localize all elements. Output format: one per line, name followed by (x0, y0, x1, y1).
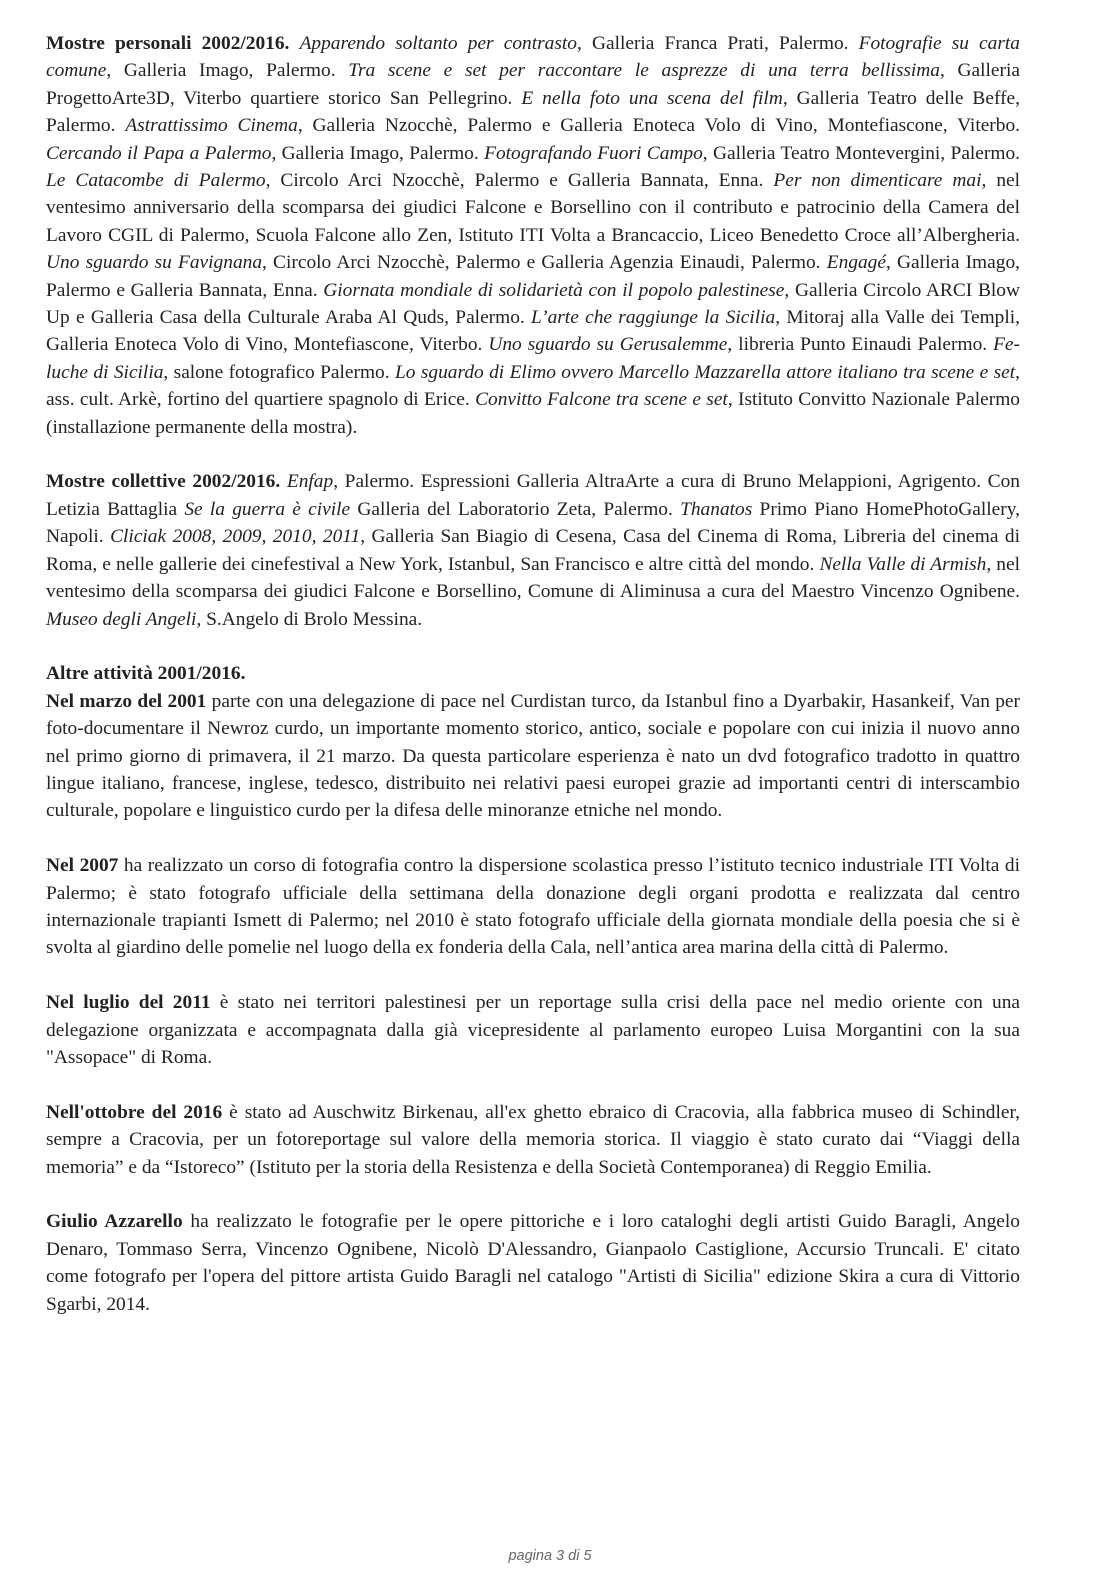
text-run: , Galleria San Biagio di Cesena, Casa del Cinema di Roma, Libreria del cinema di Roma, e nelle gallerie dei cinefestival a New York, Istanbul, San Francisco e altre città del mondo. (46, 526, 1020, 575)
italic-title: Cercando il Papa a Palermo (46, 142, 272, 164)
italic-title: Apparendo soltanto per contrasto (299, 33, 577, 54)
italic-title: Museo degli Angeli (46, 608, 197, 630)
text-run: , libreria Punto Einaudi Palermo. (727, 334, 994, 356)
paragraph-giulio-azzarello (46, 1208, 1020, 1318)
italic-title: Se la guerra è civile (184, 498, 351, 520)
italic-title: Per non dimenticare mai (773, 170, 982, 192)
text-run: , Galleria Franca Prati, Palermo. (577, 33, 859, 54)
italic-title: L’arte che raggiunge la Sicilia (531, 307, 776, 329)
text-run: , Galleria Circolo ARCI Blow Up e Galleria Casa della Culturale Araba Al Quds, Palermo. (46, 279, 1020, 329)
text-run (289, 33, 299, 54)
text-run: , Galleria Teatro Montevergini, Palermo. (702, 142, 1021, 164)
italic-title: Lo sguardo di Elimo ovvero Marcello Mazzarella attore italiano tra scene e set (394, 361, 1016, 383)
text-run: ha realizzato le fotografie per le opere pittoriche e i loro cataloghi degli artisti Guido Baragli, Angelo Denaro, Tommaso Serra, Vincenzo Ognibene, Nicolò D'Alessandro, Gianpaolo Castiglione, Accursio Truncali. E' citato come fotografo per l'opera del pittore artista Guido Baragli nel catalogo "Artisti di Sicilia" edizione Skira a cura di Vittorio Sgarbi, 2014. (46, 1211, 1020, 1315)
page-number: pagina 3 di 5 (508, 1548, 592, 1564)
bold-lead: Nell'ottobre del 2016 (46, 1101, 223, 1123)
paragraph-ottobre-2016 (46, 1099, 1020, 1181)
paragraph-marzo-2001 (46, 688, 1020, 825)
paragraph-mostre-collettive (46, 468, 1020, 632)
paragraph-altre-attivita-heading (46, 660, 1020, 687)
italic-title: Convitto Falcone tra scene e set (475, 389, 728, 411)
text-run (280, 471, 287, 492)
paragraph-nel-2007 (46, 852, 1020, 962)
text-run: , Galleria Imago, Palermo. (106, 60, 349, 82)
italic-title: Feluche di Sicilia (46, 334, 1020, 383)
text-run: ha realizzato un corso di fotografia contro la dispersione scolastica presso l’istituto tecnico industriale ITI Volta di Palermo; è stato fotografo ufficiale della settimana della donazione degli organi prodotta e realizzata dal centro internazionale trapianti Ismett di Palermo; nel 2010 è stato fotografo ufficiale della giornata mondiale della poesia che si è svolta al giardino delle pomelie nel luogo della ex fonderia della Cala, nell’antica area marina della città di Palermo. (46, 855, 1020, 959)
italic-title: Thanatos (680, 498, 753, 520)
italic-title: Cliciak 2008, 2009, 2010, 2011 (110, 526, 361, 548)
text-run: , ass. cult. Arkè, fortino del quartiere spagnolo di Erice. (46, 361, 1020, 411)
text-run: è stato ad Auschwitz Birkenau, all'ex ghetto ebraico di Cracovia, alla fabbrica museo di Schindler, sempre a Cracovia, per un fotoreportage sul valore della memoria storica. Il viaggio è stato curato dai “Viaggi della memoria” e da “Istoreco” (Istituto per la storia della Resistenza e della Società Contemporanea) di Reggio Emilia. (46, 1101, 1020, 1178)
text-run: , Circolo Arci Nzocchè, Palermo e Galleria Bannata, Enna. (265, 170, 774, 192)
italic-title: Giornata mondiale di solidarietà con il popolo palestinese (323, 279, 785, 301)
bold-lead: Mostre personali 2002/2016. (46, 33, 290, 54)
text-run: , Circolo Arci Nzocchè, Palermo e Galleria Agenzia Einaudi, Palermo. (262, 252, 827, 274)
text-run: parte con una delegazione di pace nel Curdistan turco, da Istanbul fino a Dyarbakir, Hasankeif, Van per foto-documentare il Newroz curdo, un importante momento storico, antico, sociale e popolare con cui inizia il nuovo anno nel primo giorno di primavera, il 21 marzo. Da questa particolare esperienza è nato un dvd fotografico tradotto in quattro lingue italiano, francese, inglese, tedesco, distribuito nei relativi paesi europei grazie ad importanti centri di interscambio culturale, popolare e linguistico curdo per la difesa delle minoranze etniche nel mondo. (46, 690, 1020, 822)
bold-lead: Nel luglio del 2011 (46, 992, 211, 1014)
italic-title: Uno sguardo su Gerusalemme (488, 334, 728, 356)
bold-lead: Altre attività 2001/2016. (46, 663, 246, 685)
italic-title: Enfap (286, 471, 334, 493)
bold-lead: Mostre collettive 2002/2016. (46, 471, 281, 493)
text-run: , Galleria Imago, Palermo. (271, 142, 485, 164)
paragraph-luglio-2011 (46, 989, 1020, 1071)
paragraph-mostre-personali (46, 30, 1020, 441)
text-run: , Mitoraj alla Valle dei Templi, Galleria Enoteca Volo di Vino, Montefiascone, Viterbo. (46, 307, 1020, 356)
document-body (46, 30, 1020, 1345)
text-run: , Galleria Nzocchè, Palermo e Galleria Enoteca Volo di Vino, Montefiascone, Viterbo. (297, 115, 1021, 137)
text-run: , Palermo. Espressioni Galleria AltraArte a cura di Bruno Melappioni, Agrigento. Con Letizia Battaglia (46, 471, 1020, 520)
text-run: , nel ventesimo anniversario della scomparsa dei giudici Falcone e Borsellino con il contributo e patrocinio della Camera del Lavoro CGIL di Palermo, Scuola Falcone allo Zen, Istituto ITI Volta a Brancaccio, Liceo Benedetto Croce all’Albergheria. (46, 170, 1021, 246)
text-run: Primo Piano HomePhotoGallery, Napoli. (46, 498, 1020, 548)
italic-title: Fotografando Fuori Campo (484, 142, 703, 164)
text-run: , Galleria ProgettoArte3D, Viterbo quartiere storico San Pellegrino. (46, 60, 1020, 109)
text-run: Galleria del Laboratorio Zeta, Palermo. (350, 498, 681, 520)
text-run: , nel ventesimo della scomparsa dei giudici Falcone e Borsellino, Comune di Aliminusa a cura del Maestro Vincenzo Ognibene. (46, 553, 1020, 603)
text-run: è stato nei territori palestinesi per un reportage sulla crisi della pace nel medio oriente con una delegazione organizzata e accompagnata dalla già vicepresidente al parlamento europeo Luisa Morgantini con la sua "Assopace" di Roma. (46, 992, 1021, 1068)
italic-title: Engagé (826, 252, 886, 274)
text-run: , S.Angelo di Brolo Messina. (196, 608, 423, 630)
italic-title: Le Catacombe di Palermo (46, 170, 266, 192)
italic-title: Uno sguardo su Favignana (46, 252, 263, 274)
text-run: , Galleria Imago, Palermo e Galleria Bannata, Enna. (46, 252, 1020, 301)
italic-title: E nella foto una scena del film (521, 87, 783, 109)
italic-title: Nella Valle di Armish (819, 553, 987, 575)
italic-title: Tra scene e set per raccontare le asprezze di una terra bellissima (348, 60, 940, 82)
text-run: , Galleria Teatro delle Beffe, Palermo. (46, 87, 1020, 137)
italic-title: Astrattissimo Cinema (125, 115, 298, 137)
italic-title: Fotografie su carta comune (46, 33, 1020, 82)
text-run: , Istituto Convitto Nazionale Palermo (installazione permanente della mostra). (46, 389, 1020, 438)
bold-lead: Nel 2007 (46, 855, 119, 877)
text-run: , salone fotografico Palermo. (163, 361, 395, 383)
bold-lead: Giulio Azzarello (46, 1211, 183, 1233)
bold-lead: Nel marzo del 2001 (46, 690, 207, 712)
